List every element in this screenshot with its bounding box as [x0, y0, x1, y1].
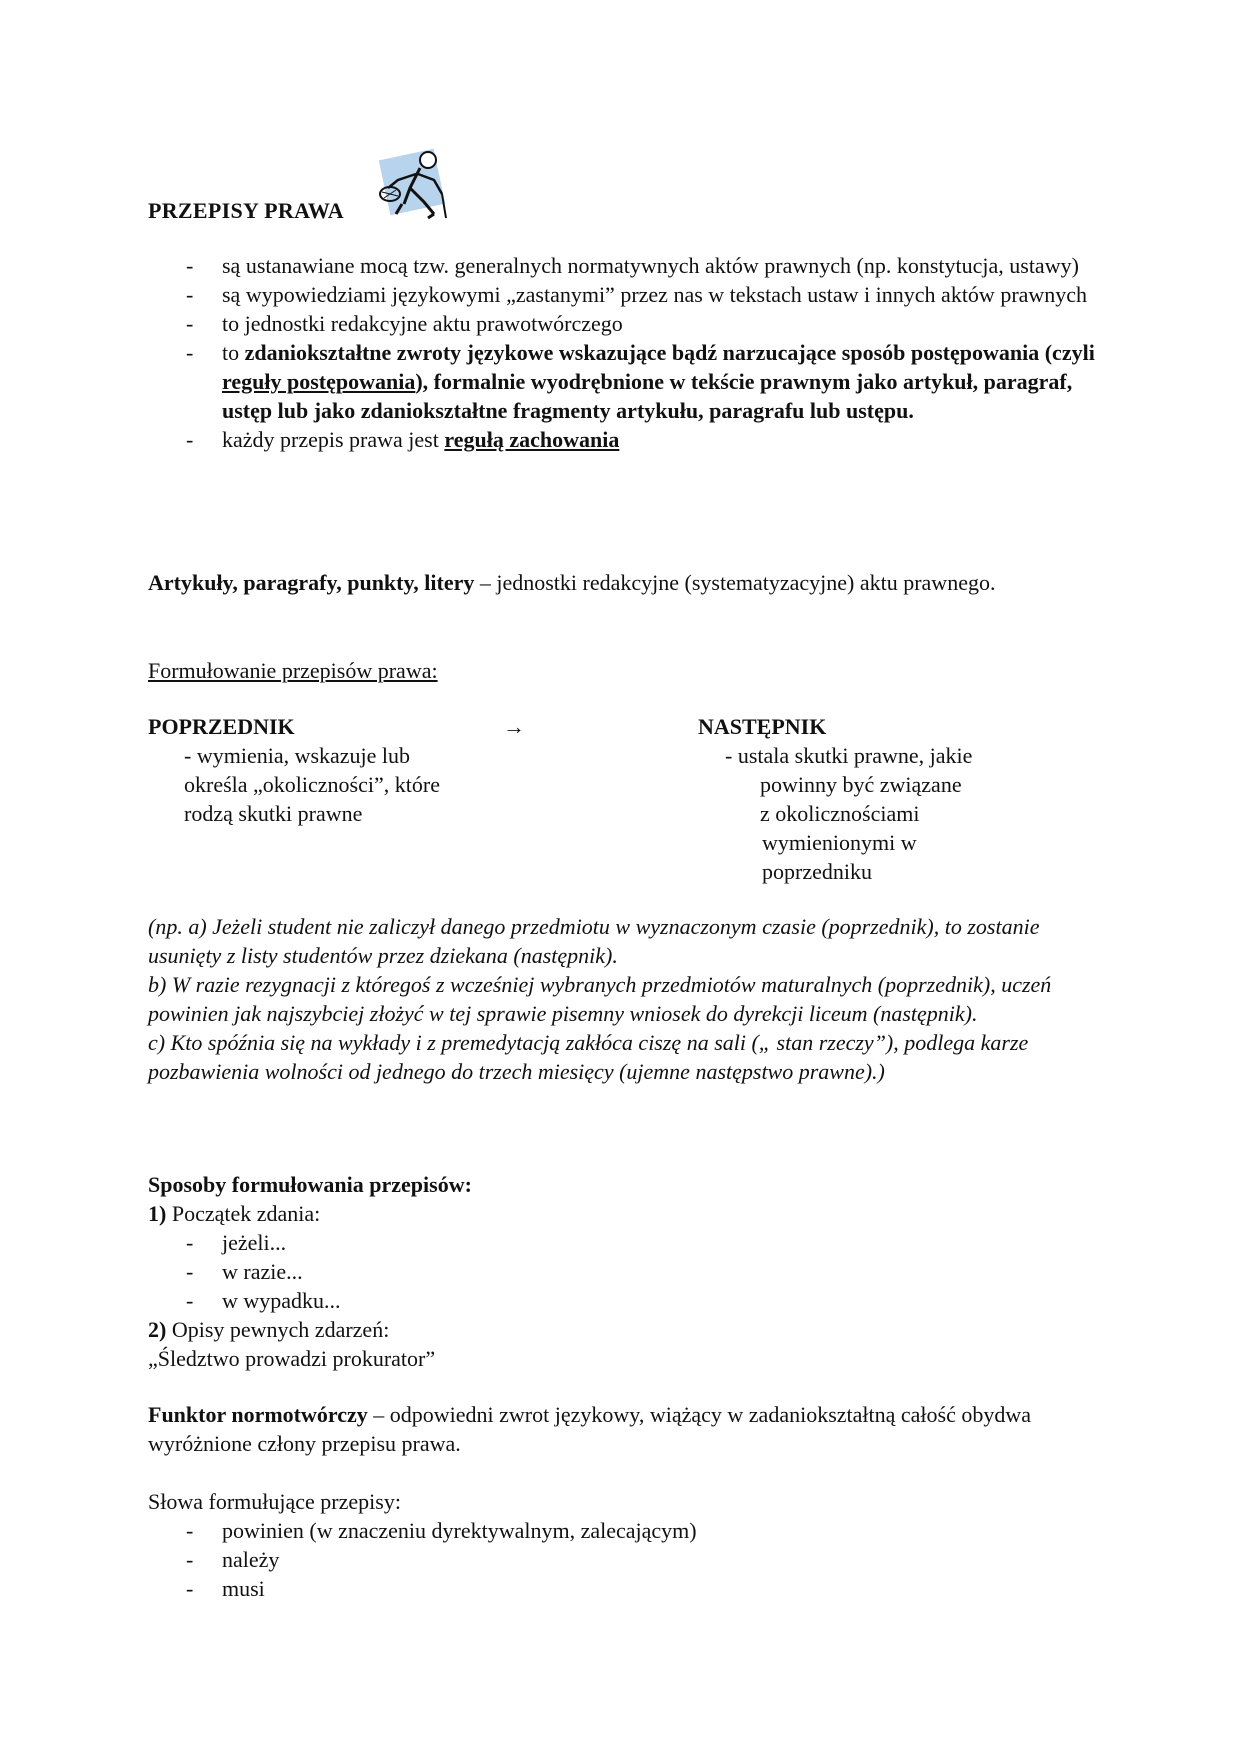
list-item: - jeżeli...: [186, 1230, 287, 1255]
words-heading: Słowa formułujące przepisy:: [148, 1489, 401, 1514]
intro-list: [148, 251, 1098, 454]
list-item: - w razie...: [186, 1259, 303, 1284]
methods-sublist: [148, 1228, 1098, 1315]
intro-list-block: [148, 251, 1098, 454]
example-b: b) W razie rezygnacji z któregoś z wcześniej wybranych przedmiotów maturalnych (poprzednik), uczeń powinien jak najszybciej złożyć w tej sprawie pisemny wniosek do dyrekcji liceum (następnik).: [148, 972, 1052, 1026]
list-item: - są ustanawiane mocą tzw. generalnych normatywnych aktów prawnych (np. konstytucja, ustawy): [186, 253, 1079, 278]
person-with-net-clipart-icon: [376, 144, 456, 222]
page-title: PRZEPISY PRAWA: [148, 198, 344, 223]
examples-block: [148, 912, 1098, 1086]
methods-heading: Sposoby formułowania przepisów:: [148, 1172, 472, 1197]
antecedent-heading: POPRZEDNIK: [148, 714, 295, 739]
functor-paragraph: Funktor normotwórczy – odpowiedni zwrot językowy, wiążący w zadaniokształtną całość obydwa wyróżnione człony przepisu prawa.: [148, 1402, 1032, 1456]
antecedent-line: - wymienia, wskazuje lub: [184, 743, 411, 768]
articles-paragraph: Artykuły, paragrafy, punkty, litery – jednostki redakcyjne (systematyzacyjne) aktu prawnego.: [148, 570, 996, 595]
methods-block: [148, 1170, 1098, 1373]
consequent-line: wymienionymi w: [762, 830, 917, 855]
list-item: - to zdaniokształtne zwroty językowe wskazujące bądź narzucające sposób postępowania (czyli reguły postępowania), formalnie wyodrębnione w tekście prawnym jako artykuł, paragraf, ustęp lub jako zdaniokształtne fragmenty artykułu, paragrafu lub ustępu.: [186, 340, 1095, 423]
antecedent-line: rodzą skutki prawne: [184, 801, 363, 826]
methods-quote: „Śledztwo prowadzi prokurator”: [148, 1346, 436, 1371]
consequent-line: poprzedniku: [762, 859, 872, 884]
words-block: [148, 1487, 1098, 1603]
consequent-column: [698, 712, 1018, 886]
consequent-line: z okolicznościami: [760, 801, 920, 826]
words-list: [148, 1516, 1098, 1603]
example-c: c) Kto spóźnia się na wykłady i z premedytacją zakłóca ciszę na sali („ stan rzeczy”), podlega karze pozbawienia wolności od jednego do trzech miesięcy (ujemne następstwo prawne).): [148, 1030, 1029, 1084]
methods-item-2: 2) Opisy pewnych zdarzeń:: [148, 1317, 390, 1342]
list-item: - każdy przepis prawa jest regułą zachowania: [186, 427, 620, 452]
formulation-heading: Formułowanie przepisów prawa:: [148, 658, 438, 683]
list-item: - powinien (w znaczeniu dyrektywalnym, zalecającym): [186, 1518, 697, 1543]
list-item: - należy: [186, 1547, 280, 1572]
consequent-heading: NASTĘPNIK: [698, 714, 827, 739]
list-item: - musi: [186, 1576, 265, 1601]
consequent-line: powinny być związane: [760, 772, 962, 797]
methods-item-1: 1) Początek zdania:: [148, 1201, 321, 1226]
antecedent-column: [148, 712, 508, 828]
antecedent-line: określa „okoliczności”, które: [184, 772, 440, 797]
title-row: [148, 144, 548, 224]
example-a: (np. a) Jeżeli student nie zaliczył danego przedmiotu w wyznaczonym czasie (poprzednik), to zostanie usunięty z listy studentów przez dziekana (następnik).: [148, 914, 1040, 968]
consequent-line: - ustala skutki prawne, jakie: [725, 743, 973, 768]
list-item: - to jednostki redakcyjne aktu prawotwórczego: [186, 311, 623, 336]
list-item: - są wypowiedziami językowymi „zastanymi” przez nas w tekstach ustaw i innych aktów prawnych: [186, 282, 1088, 307]
arrow-right-icon: →: [503, 714, 525, 739]
list-item: - w wypadku...: [186, 1288, 341, 1313]
